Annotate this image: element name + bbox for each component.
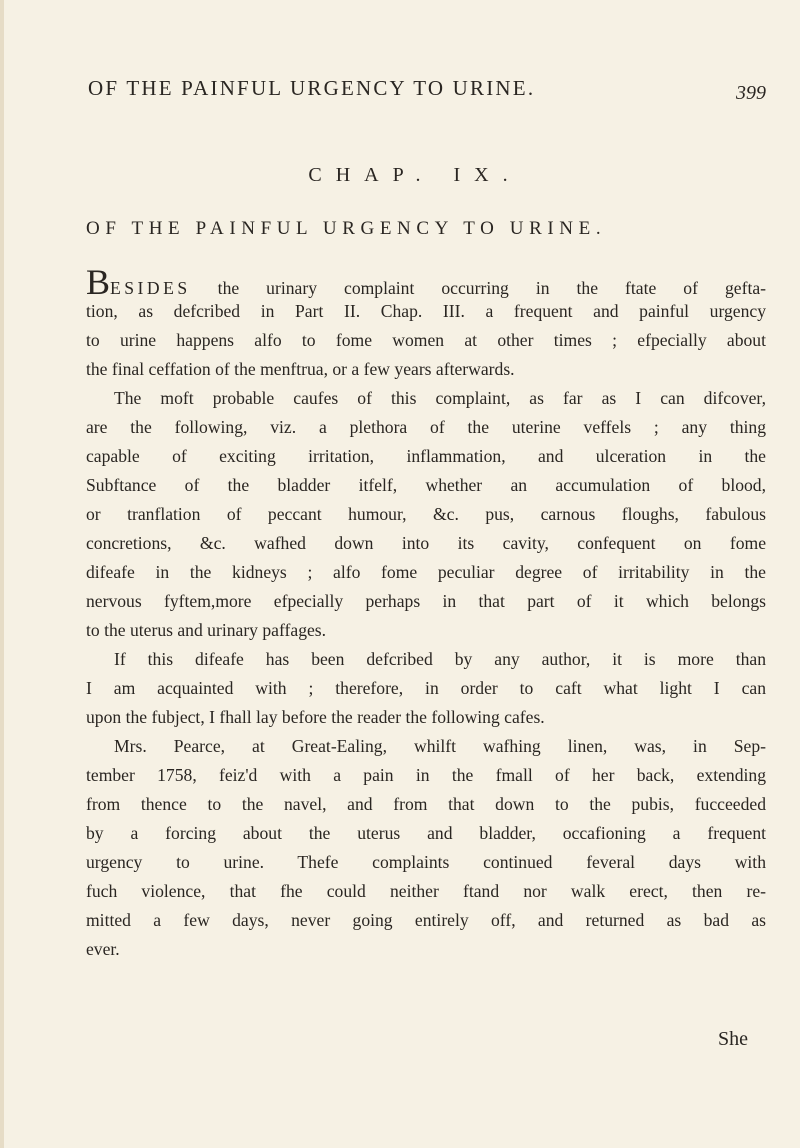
- text-line: to the uterus and urinary paffages.: [86, 620, 327, 640]
- text-line: concretions, &c. wafhed down into its cavity, confequent on fome: [86, 533, 766, 553]
- text-line: upon the fubject, I fhall lay before the reader the following cafes.: [86, 707, 545, 727]
- text-line: urgency to urine. Thefe complaints continued feveral days with: [86, 852, 766, 872]
- text-line: fuch violence, that fhe could neither ftand nor walk erect, then re-: [86, 881, 766, 901]
- catchword: She: [718, 1028, 748, 1050]
- text-line: I am acquainted with ; therefore, in order to caft what light I can: [86, 678, 766, 698]
- text-line: BESIDES the urinary complaint occurring in the ftate of gefta-: [86, 262, 766, 302]
- text-line: If this difeafe has been defcribed by any author, it is more than: [114, 649, 766, 669]
- text-line: or tranflation of peccant humour, &c. pus, carnous floughs, fabulous: [86, 504, 766, 524]
- body-text: [86, 262, 766, 964]
- text-line: by a forcing about the uterus and bladder, occafioning a frequent: [86, 823, 766, 843]
- text-line: The moft probable caufes of this complaint, as far as I can difcover,: [114, 388, 766, 408]
- text-line: mitted a few days, never going entirely off, and returned as bad as: [86, 910, 766, 930]
- chapter-label: CHAP. IX.: [308, 164, 522, 186]
- drop-cap: B: [86, 262, 111, 302]
- text-line: from thence to the navel, and from that down to the pubis, fucceeded: [86, 794, 766, 814]
- spaced-word: ESIDES: [110, 278, 191, 298]
- text-line: ever.: [86, 939, 120, 959]
- text-line: difeafe in the kidneys ; alfo fome peculiar degree of irritability in the: [86, 562, 766, 582]
- text-line: nervous fyftem,more efpecially perhaps in that part of it which belongs: [86, 591, 766, 611]
- text-line: are the following, viz. a plethora of the uterine veffels ; any thing: [86, 417, 766, 437]
- page-number: 399: [736, 82, 766, 104]
- text-line: Subftance of the bladder itfelf, whether an accumulation of blood,: [86, 475, 766, 495]
- text-line: tember 1758, feiz'd with a pain in the fmall of her back, extending: [86, 765, 766, 785]
- running-head: OF THE PAINFUL URGENCY TO URINE.: [88, 76, 536, 100]
- text-line: capable of exciting irritation, inflammation, and ulceration in the: [86, 446, 766, 466]
- text-line: Mrs. Pearce, at Great-Ealing, whilft wafhing linen, was, in Sep-: [114, 736, 766, 756]
- text-line: to urine happens alfo to fome women at other times ; efpecially about: [86, 330, 766, 350]
- text-line: the final ceffation of the menftrua, or a few years afterwards.: [86, 359, 515, 379]
- chapter-title: OF THE PAINFUL URGENCY TO URINE.: [86, 218, 607, 239]
- text-line: tion, as defcribed in Part II. Chap. III. a frequent and painful urgency: [86, 301, 766, 321]
